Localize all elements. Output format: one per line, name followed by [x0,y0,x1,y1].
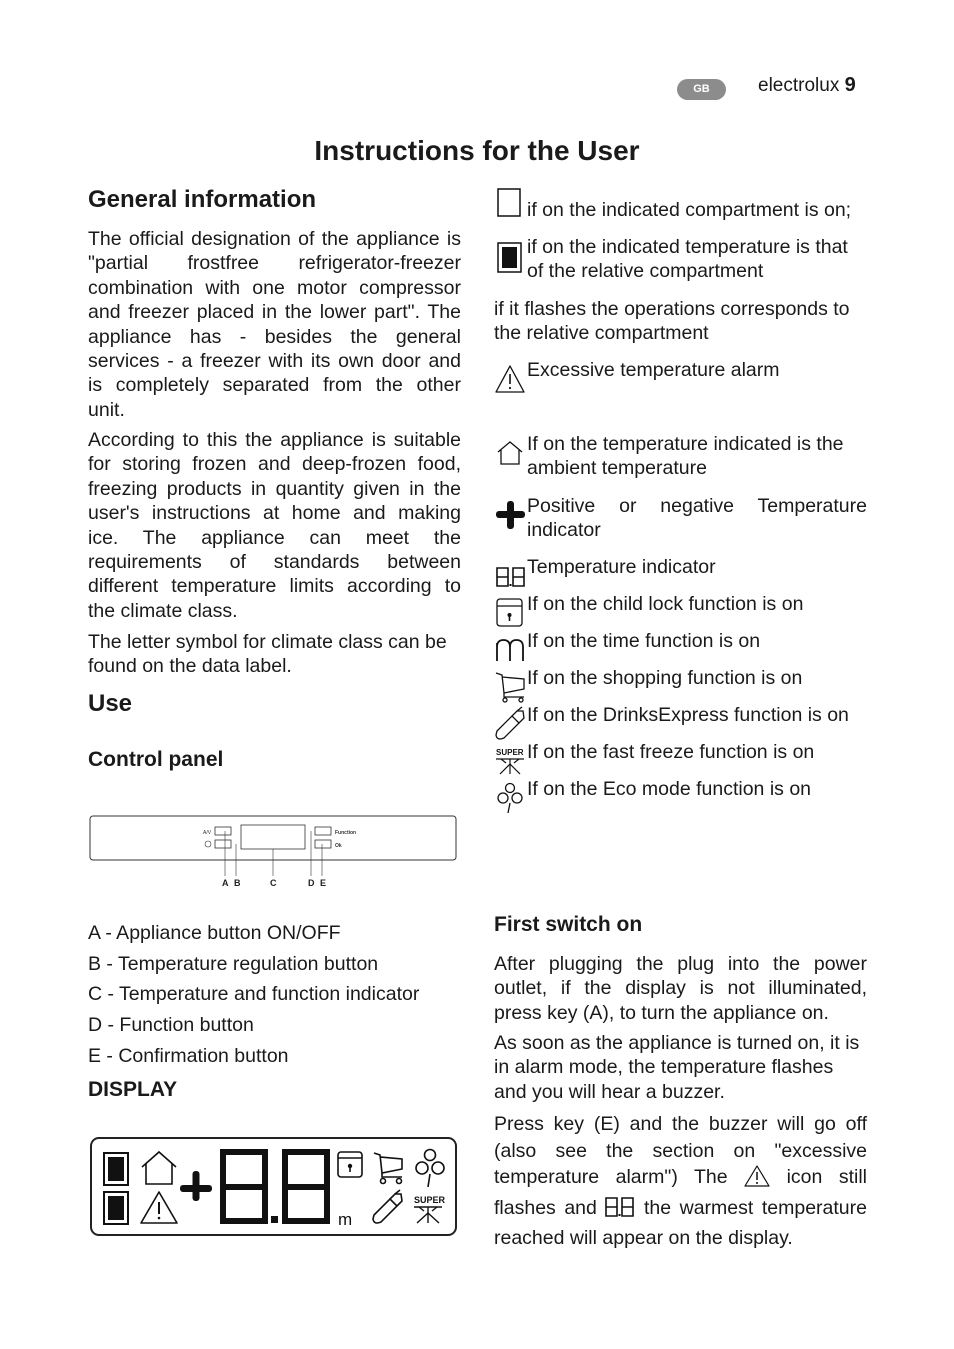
symbol-eco-text: If on the Eco mode function is on [527,778,812,800]
general-info-paragraph-1: The official designation of the appliance is "partial frostfree refrigerator-freezer combination with one motor compressor and freezer placed in the lower part". The appliance has - besides the general services - a freezer with its own door and is completely separated from the other unit. [88,228,461,421]
symbol-child-lock-text: If on the child lock function is on [527,593,804,615]
compartment-on-icon [497,188,521,223]
legend-c: C - Temperature and function indicator [88,983,420,1005]
display-drinks-icon [373,1190,402,1223]
display-big-digits-icon [223,1152,327,1221]
symbol-ambient-text: If on the temperature indicated is the ambient temperature [527,433,844,480]
panel-label-d: D [308,878,315,888]
inline-digits-icon [605,1196,635,1226]
shopping-cart-icon [495,671,527,708]
first-switch-on-p3-part-c: the warmest temperature reached will appear on the display. [494,1196,867,1249]
display-time-unit: m [338,1210,353,1229]
first-switch-on-p3-part-b: icon still flashes and [494,1166,867,1219]
panel-function-text: Function [335,830,357,836]
display-heading: DISPLAY [88,1078,178,1101]
symbol-fast-freeze-text: If on the fast freeze function is on [527,741,815,763]
panel-label-a: A [222,878,229,888]
time-m-icon [495,637,527,668]
legend-b: B - Temperature regulation button [88,953,379,975]
general-info-paragraph-2: According to this the appliance is suitable for storing frozen and deep-frozen food, freezing products in quantity given in the user's instructions at home and making ice. The appliance can meet the requirements of standards between different temperature limits according to the climate class. [88,429,461,622]
eco-mode-icon [496,782,526,819]
panel-ok-text: Ok [335,843,342,849]
page-number: 9 [844,74,856,96]
fast-freeze-super-label: SUPER [496,748,524,757]
first-switch-on-p1: After plugging the plug into the power outlet, if the display is not illuminated, press key (A), to turn the appliance on. [494,953,867,1024]
display-super-icon [414,1195,446,1223]
first-switch-on-heading: First switch on [494,913,643,936]
plus-minus-icon [496,500,526,535]
control-panel-diagram [88,814,460,897]
symbol-temp-indicator-text: Temperature indicator [527,556,716,578]
symbol-flash-note: if it flashes the operations corresponds to the relative compartment [494,298,850,345]
display-eco-icon [416,1150,444,1188]
display-cart-icon [374,1153,402,1184]
brand-page-number [758,74,856,97]
child-lock-icon [496,598,524,633]
panel-av-text: A/V [203,830,212,836]
compartment-temp-icon [497,242,523,279]
brand-name: electrolux [758,75,840,96]
display-lock-icon [338,1152,362,1177]
symbol-drinks-text: If on the DrinksExpress function is on [527,704,849,726]
legend-a: A - Appliance button ON/OFF [88,922,341,944]
ambient-house-icon [496,440,524,471]
panel-label-b: B [234,878,241,888]
legend-e: E - Confirmation button [88,1045,289,1067]
symbol-time-text: If on the time function is on [527,630,761,652]
symbol-sign-text: Positive or negative Temperature indicator [527,495,867,542]
fast-freeze-super-icon [495,746,527,781]
inline-warning-icon [744,1165,770,1195]
legend-d: D - Function button [88,1014,254,1036]
temp-digits-icon [496,566,526,593]
page-title: Instructions for the User [314,135,640,166]
symbol-alarm-text: Excessive temperature alarm [527,359,780,381]
use-heading: Use [88,690,133,717]
drinks-express-icon [495,707,527,746]
panel-label-e: E [320,878,327,888]
display-house-icon [142,1152,176,1184]
symbol-shopping-text: If on the shopping function is on [527,667,803,689]
display-diagram [90,1137,458,1242]
first-switch-on-p3 [494,1111,867,1252]
first-switch-on-p3-part-a: Press key (E) and the buzzer will go off (also see the section on "excessive temperature alarm") The [494,1113,867,1188]
svg-text:SUPER: SUPER [414,1195,446,1205]
symbol-compartment-on-text: if on the indicated compartment is on; [527,199,852,221]
control-panel-heading: Control panel [88,748,224,771]
general-info-paragraph-3: The letter symbol for climate class can be found on the data label. [88,631,447,678]
general-info-heading: General information [88,186,317,213]
display-sign-icon [180,1171,212,1201]
first-switch-on-p2: As soon as the appliance is turned on, it is in alarm mode, the temperature flashes and you will hear a buzzer. [494,1032,860,1103]
panel-label-c: C [270,878,277,888]
language-badge: GB [677,79,726,100]
display-warning-icon [141,1192,177,1223]
alarm-warning-icon [495,364,525,399]
symbol-compartment-temp-text: if on the indicated temperature is that of the relative compartment [527,236,848,283]
